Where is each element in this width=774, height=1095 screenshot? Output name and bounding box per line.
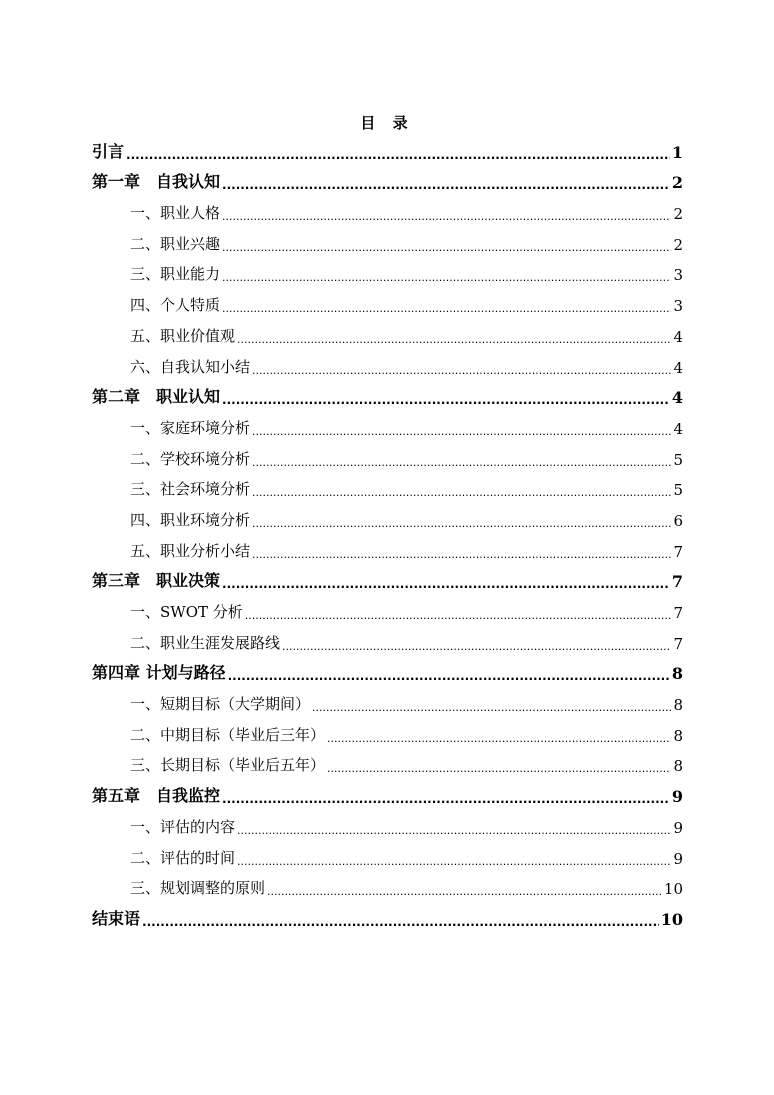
toc-page-number: 2: [673, 205, 683, 224]
toc-dot-leader: [222, 577, 670, 591]
toc-entry-label: 第五章 自我监控: [92, 786, 221, 806]
toc-entry-label: 二、中期目标（毕业后三年）: [130, 725, 326, 744]
toc-entry-label: 一、SWOT 分析: [130, 603, 243, 621]
toc-page-number: 3: [673, 266, 683, 285]
toc-section-entry[interactable]: [92, 597, 683, 628]
toc-section-entry[interactable]: [92, 874, 683, 905]
toc-page-number: 4: [671, 388, 683, 408]
toc-section-entry[interactable]: [92, 812, 683, 843]
toc-page-number: 7: [673, 634, 683, 653]
toc-dot-leader: [282, 640, 671, 653]
toc-entry-label: 第三章 职业决策: [92, 571, 221, 591]
toc-page-number: 7: [673, 542, 683, 561]
toc-page-number: 3: [673, 297, 683, 316]
toc-dot-leader: [126, 148, 670, 162]
toc-dot-leader: [237, 855, 671, 868]
toc-section-entry[interactable]: [92, 505, 683, 536]
toc-page-number: 7: [673, 604, 683, 622]
toc-entry-label: 第一章 自我认知: [92, 172, 221, 192]
toc-chapter-entry[interactable]: [92, 567, 683, 598]
toc-dot-leader: [237, 824, 671, 837]
toc-section-entry[interactable]: [92, 751, 683, 782]
toc-dot-leader: [252, 425, 671, 438]
toc-chapter-entry[interactable]: [92, 904, 683, 935]
toc-entry-label: 二、学校环境分析: [130, 449, 251, 468]
toc-dot-leader: [327, 732, 671, 745]
toc-entry-label: 五、职业分析小结: [130, 541, 251, 560]
toc-entry-label: 第二章 职业认知: [92, 387, 221, 407]
toc-chapter-entry[interactable]: [92, 781, 683, 812]
toc-dot-leader: [252, 456, 671, 469]
toc-section-entry[interactable]: [92, 444, 683, 475]
toc-dot-leader: [252, 517, 671, 530]
toc-entry-label: 二、职业兴趣: [130, 234, 221, 253]
toc-chapter-entry[interactable]: [92, 383, 683, 414]
toc-entry-label: 一、评估的内容: [130, 817, 236, 836]
toc-section-entry[interactable]: [92, 321, 683, 352]
toc-dot-leader: [252, 364, 671, 377]
toc-entry-label: 三、长期目标（毕业后五年）: [130, 756, 326, 775]
toc-dot-leader: [267, 885, 662, 898]
toc-chapter-entry[interactable]: [92, 659, 683, 690]
toc-chapter-entry[interactable]: [92, 168, 683, 199]
toc-dot-leader: [327, 762, 671, 775]
toc-entry-label: 一、职业人格: [130, 204, 221, 223]
toc-dot-leader: [222, 210, 671, 223]
toc-dot-leader: [222, 393, 670, 407]
toc-dot-leader: [252, 548, 671, 561]
toc-entry-label: 二、评估的时间: [130, 848, 236, 867]
toc-dot-leader: [222, 241, 671, 254]
toc-entry-label: 三、规划调整的原则: [130, 879, 266, 898]
toc-section-entry[interactable]: [92, 475, 683, 506]
toc-section-entry[interactable]: [92, 290, 683, 321]
toc-entry-label: 四、个人特质: [130, 296, 221, 315]
toc-page-number: 8: [673, 696, 683, 715]
toc-page-number: 5: [673, 481, 683, 500]
toc-page-number: 4: [673, 419, 683, 438]
toc-dot-leader: [222, 271, 671, 284]
toc-page-number: 2: [673, 235, 683, 254]
toc-dot-leader: [228, 669, 670, 683]
toc-entry-label: 一、短期目标（大学期间）: [130, 695, 311, 714]
toc-title: 目 录: [360, 114, 414, 132]
table-of-contents: [92, 137, 683, 935]
toc-dot-leader: [222, 792, 670, 806]
toc-entry-label: 引言: [92, 141, 125, 161]
toc-section-entry[interactable]: [92, 413, 683, 444]
toc-entry-label: 结束语: [92, 908, 141, 928]
toc-page-number: 9: [673, 849, 683, 868]
toc-dot-leader: [222, 302, 671, 315]
toc-dot-leader: [222, 178, 670, 192]
toc-page-number: 1: [671, 142, 683, 162]
toc-page-number: 10: [663, 880, 683, 899]
toc-dot-leader: [142, 915, 659, 929]
toc-page-number: 4: [673, 358, 683, 377]
toc-section-entry[interactable]: [92, 689, 683, 720]
toc-entry-label: 一、家庭环境分析: [130, 418, 251, 437]
toc-entry-label: 三、职业能力: [130, 265, 221, 284]
toc-section-entry[interactable]: [92, 198, 683, 229]
toc-section-entry[interactable]: [92, 352, 683, 383]
toc-page-number: 8: [673, 757, 683, 776]
toc-page-number: 10: [660, 909, 683, 929]
toc-page-number: 2: [671, 173, 683, 193]
toc-page-number: 7: [671, 572, 683, 592]
toc-page-number: 9: [673, 818, 683, 837]
toc-section-entry[interactable]: [92, 260, 683, 291]
toc-entry-label: 六、自我认知小结: [130, 357, 251, 376]
toc-section-entry[interactable]: [92, 536, 683, 567]
toc-page-number: 8: [673, 726, 683, 745]
toc-page-number: 8: [671, 664, 683, 684]
toc-page-number: 9: [671, 787, 683, 807]
toc-dot-leader: [237, 333, 671, 346]
toc-page-number: 5: [673, 450, 683, 469]
toc-page-number: 6: [673, 511, 683, 530]
toc-dot-leader: [245, 609, 672, 622]
toc-entry-label: 四、职业环境分析: [130, 510, 251, 529]
toc-section-entry[interactable]: [92, 229, 683, 260]
toc-entry-label: 三、社会环境分析: [130, 480, 251, 499]
toc-section-entry[interactable]: [92, 843, 683, 874]
toc-entry-label: 五、职业价值观: [130, 326, 236, 345]
toc-section-entry[interactable]: [92, 720, 683, 751]
toc-entry-label: 二、职业生涯发展路线: [130, 633, 281, 652]
toc-page-number: 4: [673, 327, 683, 346]
toc-section-entry[interactable]: [92, 628, 683, 659]
toc-dot-leader: [312, 701, 671, 714]
toc-chapter-entry[interactable]: [92, 137, 683, 168]
toc-entry-label: 第四章 计划与路径: [92, 663, 226, 683]
toc-dot-leader: [252, 486, 671, 499]
